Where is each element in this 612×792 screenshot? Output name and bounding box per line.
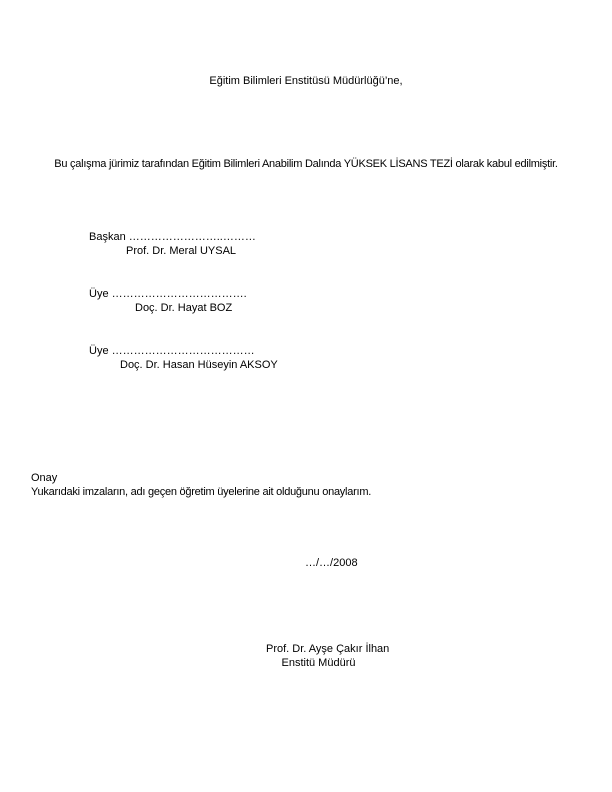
jury-member-1-signature-line: Üye ………………………………. [89, 288, 247, 300]
approval-date: …/…/2008 [305, 557, 358, 569]
director-name: Prof. Dr. Ayşe Çakır İlhan [266, 643, 390, 655]
jury-member-1-name: Doç. Dr. Hayat BOZ [135, 302, 233, 314]
approval-text: Yukarıdaki imzaların, adı geçen öğretim üyelerine ait olduğunu onaylarım. [31, 486, 372, 498]
jury-chair-name: Prof. Dr. Meral UYSAL [126, 245, 237, 257]
jury-member-2-signature-line: Üye ………………………………… [89, 345, 255, 357]
jury-chair-signature-line: Başkan ……………………..……… [89, 231, 256, 243]
jury-member-2-name: Doç. Dr. Hasan Hüseyin AKSOY [120, 359, 278, 371]
addressee-heading: Eğitim Bilimleri Enstitüsü Müdürlüğü’ne, [209, 75, 403, 87]
acceptance-statement: Bu çalışma jürimiz tarafından Eğitim Bilimleri Anabilim Dalında YÜKSEK LİSANS TEZİ olarak kabul edilmiştir. [54, 158, 558, 170]
director-title: Enstitü Müdürü [281, 657, 356, 669]
approval-title: Onay [31, 472, 58, 484]
